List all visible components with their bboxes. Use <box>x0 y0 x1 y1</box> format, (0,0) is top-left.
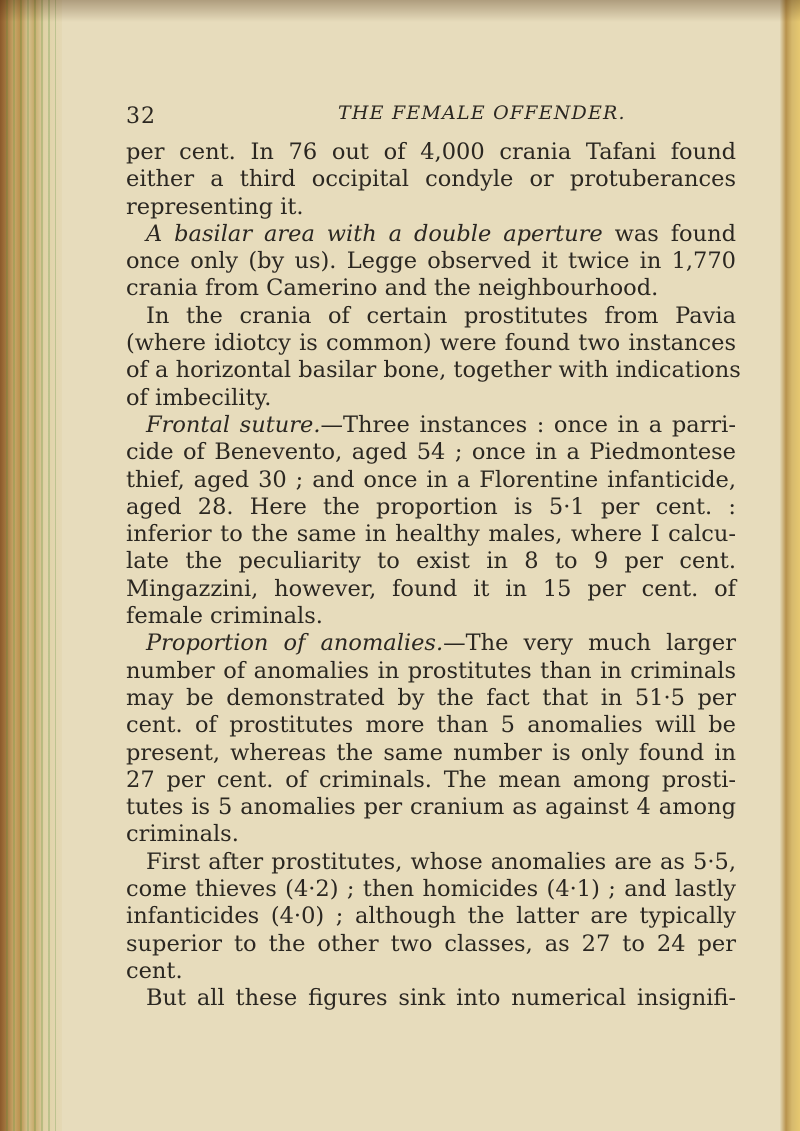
page-number: 32 <box>126 104 156 129</box>
page-header <box>126 92 736 130</box>
text-line: cent. of prostitutes more than 5 anomalies will be <box>126 712 736 739</box>
text-line: come thieves (4·2) ; then homicides (4·1) ; and lastly <box>126 876 736 903</box>
text-line: either a third occipital condyle or protuberances <box>126 166 736 193</box>
text-line: may be demonstrated by the fact that in 51·5 per <box>126 684 736 711</box>
text-line: number of anomalies in prostitutes than in criminals <box>126 657 736 684</box>
text-line: present, whereas the same number is only found in <box>126 739 736 766</box>
text-line: Proportion of anomalies.—The very much larger <box>146 630 736 657</box>
text-line: cide of Benevento, aged 54 ; once in a Piedmontese <box>126 439 736 466</box>
text-line: A basilar area with a double aperture was found <box>146 220 736 247</box>
text-line: per cent. In 76 out of 4,000 crania Tafani found <box>126 139 736 165</box>
text-line: superior to the other two classes, as 27 to 24 per <box>126 930 736 957</box>
book-binding-left <box>0 0 62 1131</box>
text-line: crania from Camerino and the neighbourhood. <box>126 275 659 302</box>
text-line: female criminals. <box>126 603 323 630</box>
book-page <box>126 92 741 1013</box>
text-line: tutes is 5 anomalies per cranium as against 4 among <box>126 794 736 821</box>
text-line: First after prostitutes, whose anomalies are as 5·5, <box>146 848 736 875</box>
page-top-shadow <box>0 0 800 22</box>
text-line: infanticides (4·0) ; although the latter are typically <box>126 903 736 930</box>
text-line: criminals. <box>126 821 239 848</box>
text-line: (where idiotcy is common) were found two instances <box>126 330 736 357</box>
text-line: Mingazzini, however, found it in 15 per cent. of <box>126 575 736 602</box>
running-head: THE FEMALE OFFENDER. <box>338 102 626 124</box>
text-line: inferior to the same in healthy males, where I calcu- <box>126 521 736 548</box>
text-line: late the peculiarity to exist in 8 to 9 per cent. <box>126 548 736 575</box>
text-line: once only (by us). Legge observed it twice in 1,770 <box>126 248 736 275</box>
text-line: representing it. <box>126 193 304 220</box>
text-line: But all these figures sink into numerical insignifi- <box>146 985 736 1012</box>
text-line: aged 28. Here the proportion is 5·1 per cent. : <box>126 493 736 520</box>
book-edge-right <box>780 0 800 1131</box>
page-body-text <box>126 139 741 1013</box>
text-line: In the crania of certain prostitutes from Pavia <box>146 302 736 329</box>
text-line: 27 per cent. of criminals. The mean among prosti- <box>126 766 736 793</box>
italic-heading: Proportion of anomalies. <box>146 630 444 657</box>
text-line: of imbecility. <box>126 384 272 411</box>
text-line: of a horizontal basilar bone, together with indications <box>126 357 741 384</box>
text-line: cent. <box>126 957 183 984</box>
text-line: thief, aged 30 ; and once in a Florentine infanticide, <box>126 466 736 493</box>
text-line: Frontal suture.—Three instances : once in a parri- <box>146 411 736 438</box>
italic-heading: A basilar area with a double aperture <box>146 220 603 247</box>
italic-heading: Frontal suture. <box>146 411 321 438</box>
